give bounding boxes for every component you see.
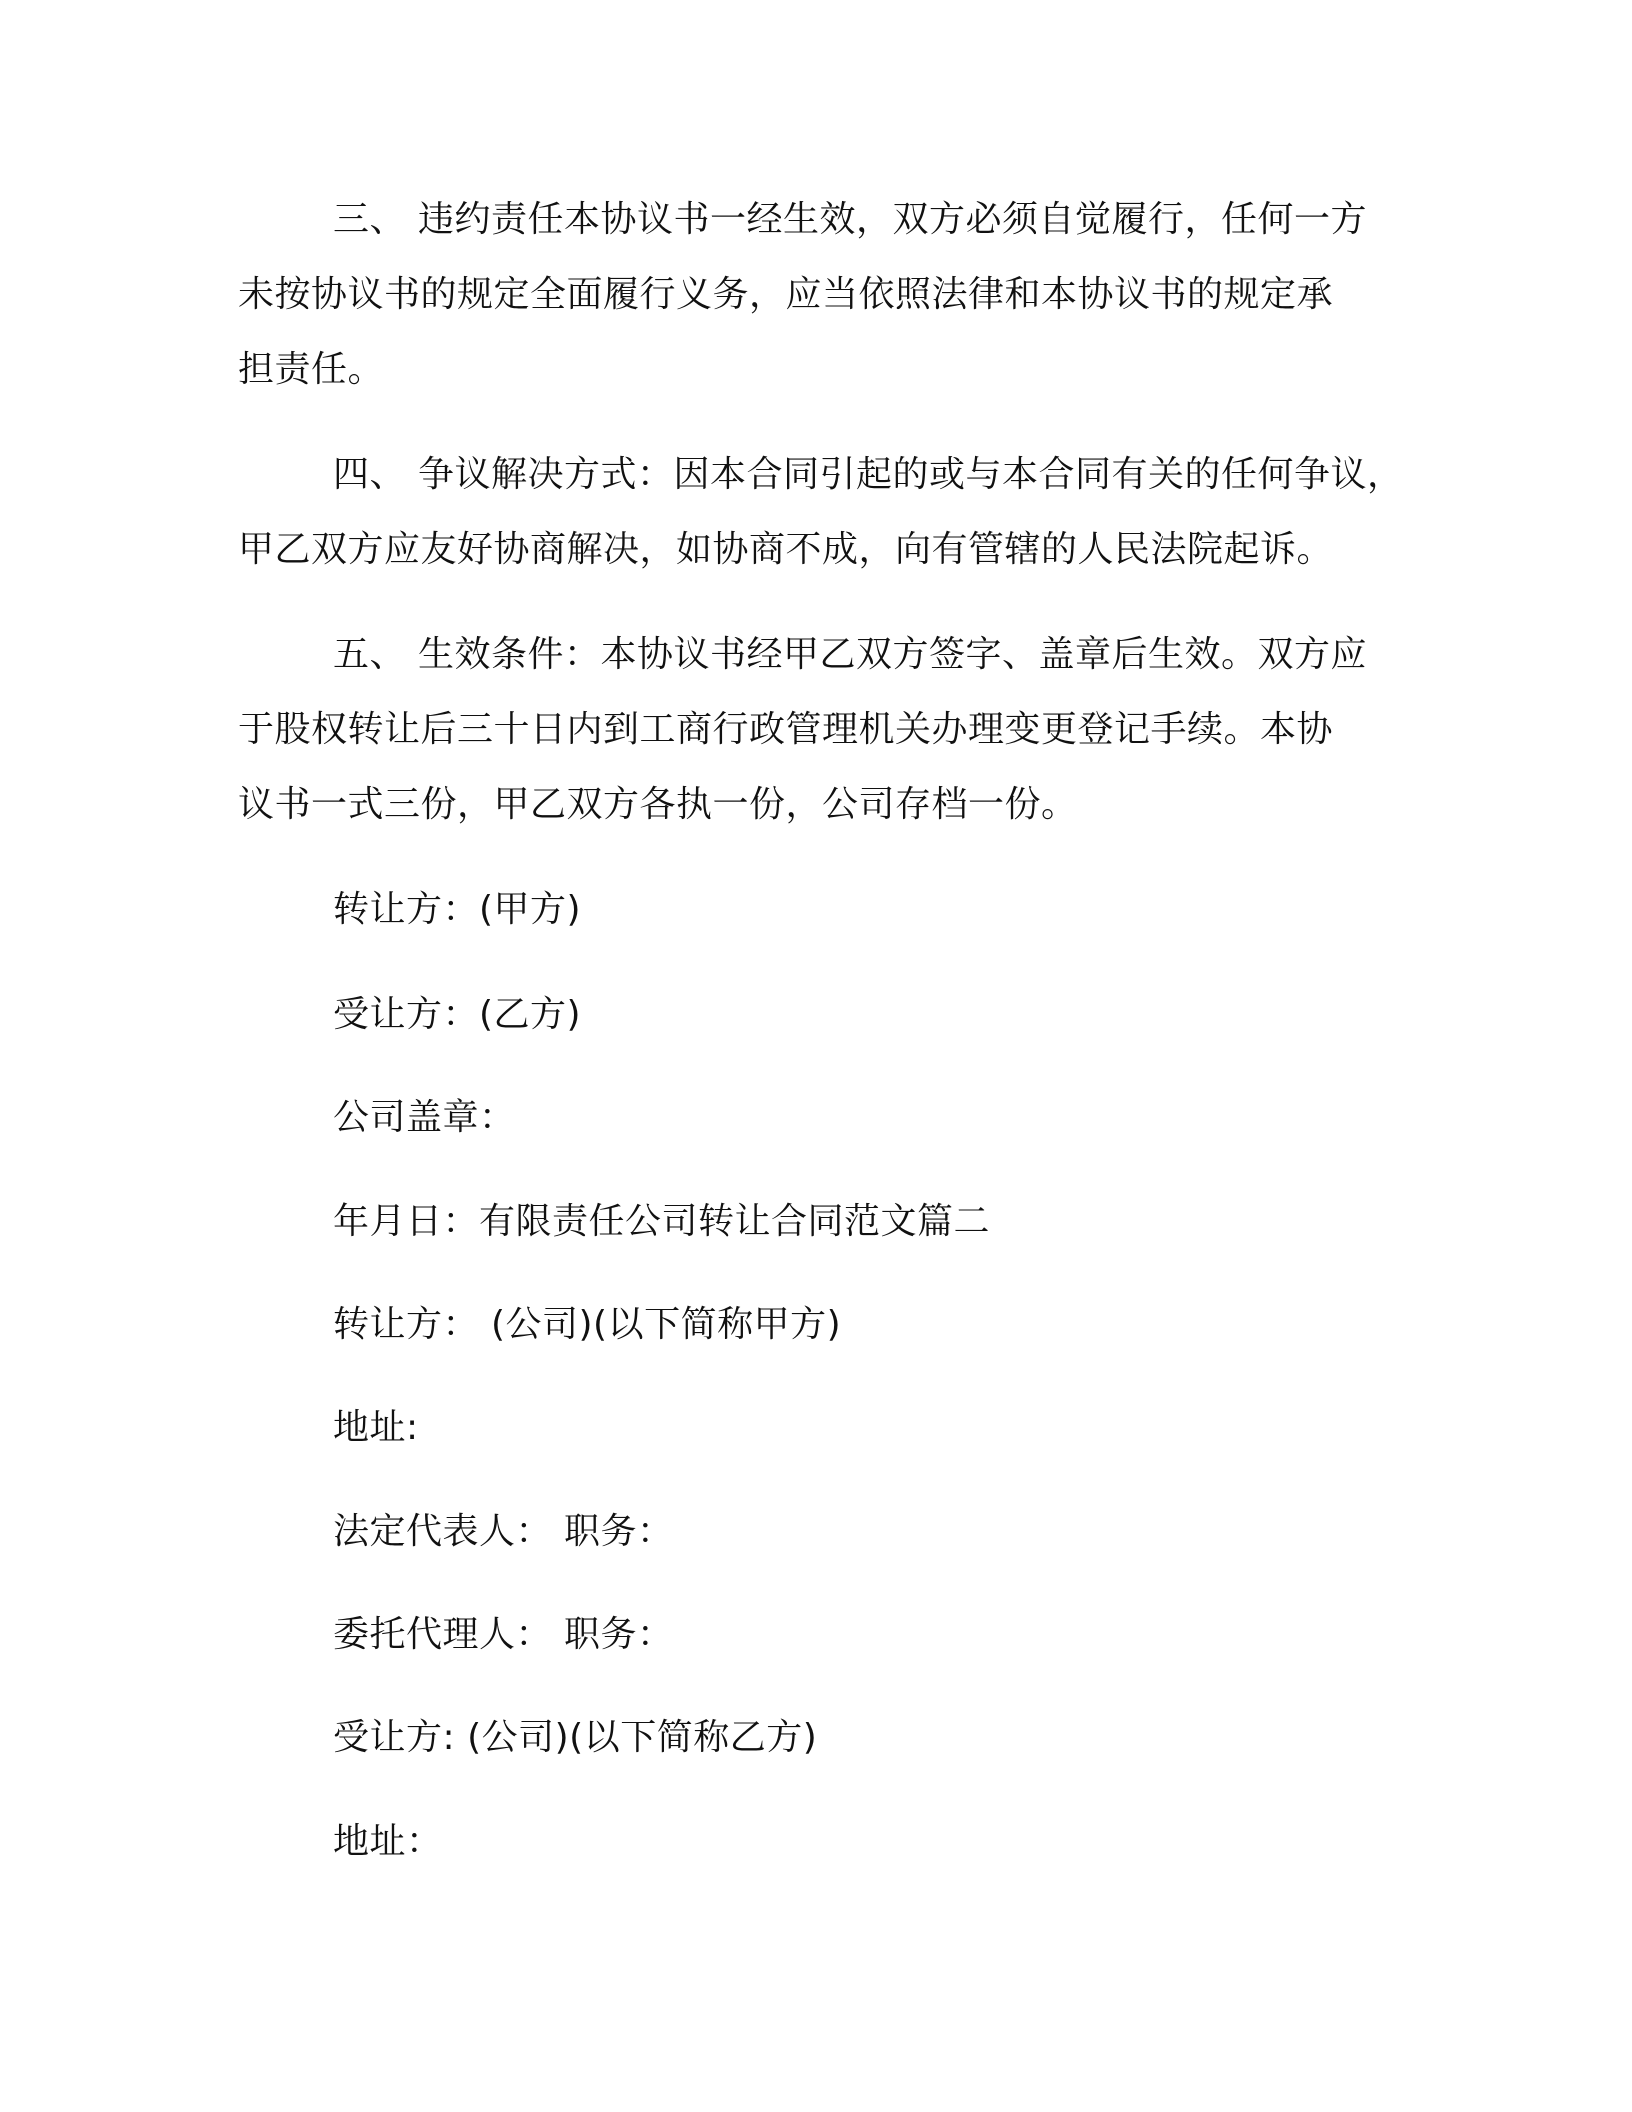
clause-3-line-1: 三、 违约责任本协议书一经生效，双方必须自觉履行，任何一方	[333, 199, 1367, 240]
date-title-line: 年月日：有限责任公司转让合同范文篇二	[333, 1201, 991, 1242]
agent-field: 委托代理人： 职务：	[333, 1614, 674, 1655]
transferee-company-field: 受让方: (公司)(以下简称乙方)	[333, 1717, 818, 1758]
clause-5-line-2: 于股权转让后三十日内到工商行政管理机关办理变更登记手续。本协	[238, 709, 1334, 750]
legal-representative-field: 法定代表人： 职务：	[333, 1511, 674, 1552]
address-field-1: 地址:	[333, 1407, 419, 1448]
address-field-2: 地址：	[333, 1821, 443, 1862]
clause-3-line-3: 担责任。	[238, 349, 385, 390]
transferor-company-field: 转让方： (公司)(以下简称甲方)	[333, 1304, 842, 1345]
clause-5-line-3: 议书一式三份，甲乙双方各执一份，公司存档一份。	[238, 784, 1078, 825]
transferor-field: 转让方：(甲方)	[333, 889, 582, 930]
clause-3-line-2: 未按协议书的规定全面履行义务，应当依照法律和本协议书的规定承	[238, 274, 1334, 315]
company-seal-field: 公司盖章：	[333, 1097, 516, 1138]
transferee-field: 受让方：(乙方)	[333, 994, 582, 1035]
clause-4-line-1: 四、 争议解决方式：因本合同引起的或与本合同有关的任何争议，	[333, 454, 1404, 495]
clause-5-line-1: 五、 生效条件：本协议书经甲乙双方签字、盖章后生效。双方应	[333, 634, 1367, 675]
clause-4-line-2: 甲乙双方应友好协商解决，如协商不成，向有管辖的人民法院起诉。	[238, 529, 1334, 570]
